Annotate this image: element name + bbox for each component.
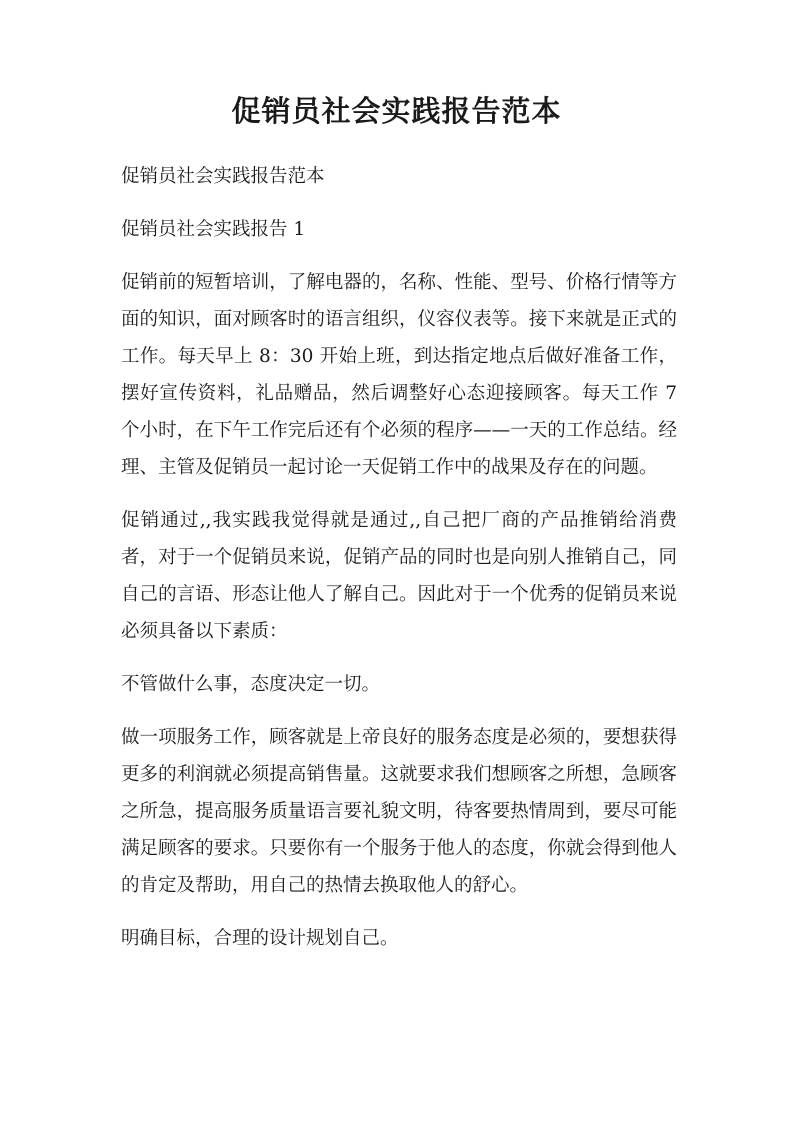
paragraph-subtitle: 促销员社会实践报告范本 [121,166,325,187]
document-title: 促销员社会实践报告范本 [231,94,562,128]
document-body [121,158,677,973]
paragraph-goals: 明确目标，合理的设计规划自己。 [121,928,399,949]
paragraph-report-heading: 促销员社会实践报告 1 [121,219,306,240]
paragraph-training: 促销前的短暂培训，了解电器的，名称、性能、型号、价格行情等方面的知识，面对顾客时的语言组织，仪容仪表等。接下来就是正式的工作。每天早上 8：30 开始上班，到达指定地点后做好准备工作，摆好宣传资料，礼品赠品，然后调整好心态迎接顾客。每天工作 7 个小时，在下午工作完后还有个必须的程序——一天的工作总结。经理、主管及促销员一起讨论一天促销工作中的战果及存在的问题。 [121,272,677,478]
paragraph-service: 做一项服务工作，顾客就是上帝良好的服务态度是必须的，要想获得更多的利润就必须提高销售量。这就要求我们想顾客之所想，急顾客之所急，提高服务质量语言要礼貌文明，待客要热情周到，要尽可能满足顾客的要求。只要你有一个服务于他人的态度，你就会得到他人的肯定及帮助，用自己的热情去换取他人的舒心。 [121,727,677,896]
paragraph-attitude: 不管做什么事，态度决定一切。 [121,674,381,695]
paragraph-promotion: 促销通过,,我实践我觉得就是通过,,自己把厂商的产品推销给消费者，对于一个促销员来说，促销产品的同时也是向别人推销自己，同自己的言语、形态让他人了解自己。因此对于一个优秀的促销员来说必须具备以下素质： [121,510,677,642]
